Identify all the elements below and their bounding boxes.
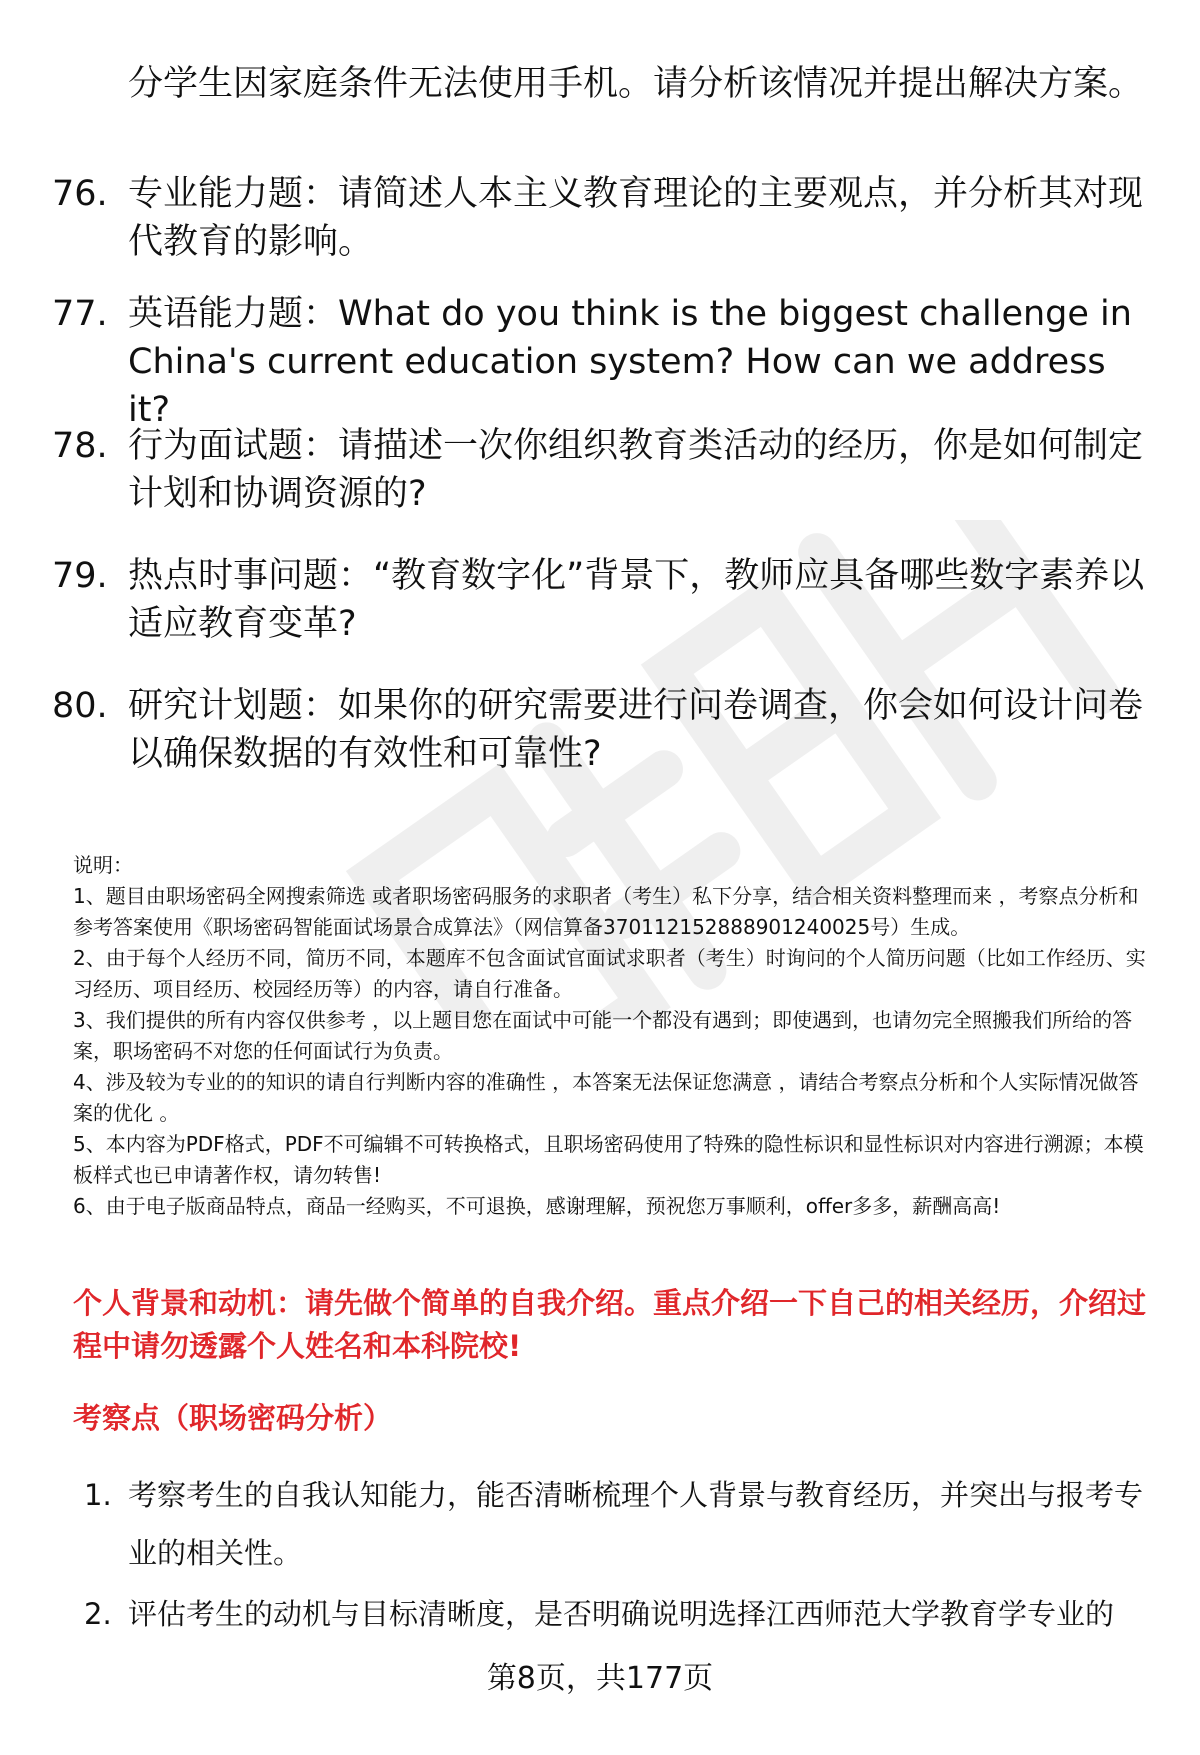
- note-item: 6、由于电子版商品特点，商品一经购买，不可退换，感谢理解，预祝您万事顺利，offer多多，薪酬高高!: [73, 1194, 1001, 1218]
- question-text: 专业能力题：请简述人本主义教育理论的主要观点，并分析其对现代教育的影响。: [128, 174, 1144, 262]
- question-number: 79.: [52, 556, 108, 596]
- note-item: 4、涉及较为专业的的知识的请自行判断内容的准确性 ，本答案无法保证您满意 ，请结合考察点分析和个人实际情况做答案的优化 。: [73, 1070, 1139, 1125]
- note-item: 3、我们提供的所有内容仅供参考 ，以上题目您在面试中可能一个都没有遇到；即使遇到，也请勿完全照搬我们所给的答案，职场密码不对您的任何面试行为负责。: [73, 1008, 1133, 1063]
- question-number: 78.: [52, 426, 108, 466]
- point-number: 1.: [84, 1478, 112, 1512]
- point-text: 考察考生的自我认知能力，能否清晰梳理个人背景与教育经历，并突出与报考专业的相关性。: [128, 1478, 1144, 1570]
- notes-section: [73, 850, 1153, 1222]
- note-item: 5、本内容为PDF格式，PDF不可编辑不可转换格式，且职场密码使用了特殊的隐性标识和显性标识对内容进行溯源；本模板样式也已申请著作权，请勿转售!: [73, 1132, 1144, 1187]
- question-number: 76.: [52, 174, 108, 214]
- question-number: 80.: [52, 686, 108, 726]
- page-footer: 第8页，共177页: [486, 1661, 714, 1696]
- question-text: 英语能力题：What do you think is the biggest challenge in China's current education system? How can we address it?: [128, 294, 1132, 430]
- question-text: 行为面试题：请描述一次你组织教育类活动的经历，你是如何制定计划和协调资源的?: [128, 426, 1144, 514]
- background-question-heading: 个人背景和动机：请先做个简单的自我介绍。重点介绍一下自己的相关经历，介绍过程中请勿透露个人姓名和本科院校!: [73, 1286, 1147, 1363]
- points-heading: 考察点（职场密码分析）: [73, 1401, 393, 1435]
- question-text: 研究计划题：如果你的研究需要进行问卷调查，你会如何设计问卷以确保数据的有效性和可靠性?: [128, 686, 1144, 774]
- notes-heading: 说明：: [73, 853, 133, 877]
- question-continued-text: 分学生因家庭条件无法使用手机。请分析该情况并提出解决方案。: [128, 64, 1144, 104]
- question-text: 热点时事问题：“教育数字化”背景下，教师应具备哪些数字素养以适应教育变革?: [128, 556, 1145, 644]
- note-item: 1、题目由职场密码全网搜索筛选 或者职场密码服务的求职者（考生）私下分享，结合相关资料整理而来 ，考察点分析和参考答案使用《职场密码智能面试场景合成算法》（网信算备370112152888901240025号）生成。: [73, 884, 1139, 939]
- point-number: 2.: [84, 1597, 112, 1631]
- point-text: 评估考生的动机与目标清晰度，是否明确说明选择江西师范大学教育学专业的: [128, 1597, 1115, 1631]
- note-item: 2、由于每个人经历不同，简历不同，本题库不包含面试官面试求职者（考生）时询问的个人简历问题（比如工作经历、实习经历、项目经历、校园经历等）的内容，请自行准备。: [73, 946, 1146, 1001]
- question-number: 77.: [52, 294, 108, 334]
